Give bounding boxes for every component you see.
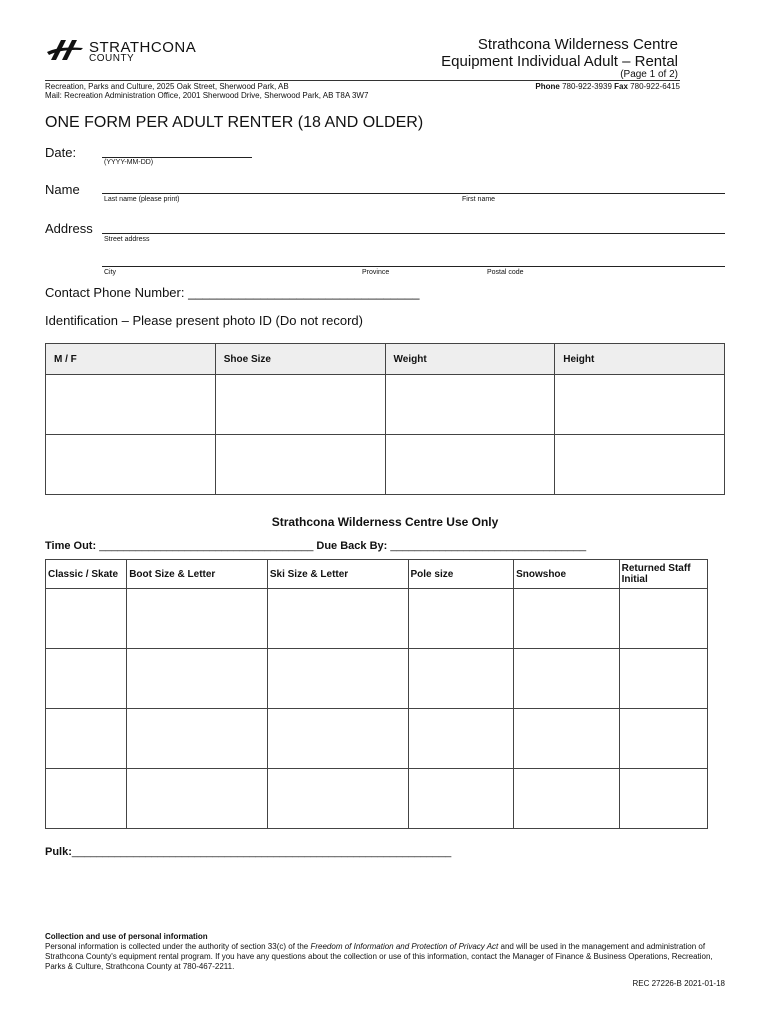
street-address-field[interactable]: [102, 233, 725, 234]
cell-height[interactable]: [555, 375, 725, 435]
table-header-row: [46, 344, 725, 375]
cell-height[interactable]: [555, 435, 725, 495]
table-row: [46, 435, 725, 495]
table-header-row: [46, 560, 708, 589]
cell-snowshoe[interactable]: [514, 709, 620, 769]
logo-text-top: STRATHCONA: [89, 39, 197, 56]
cell-pole-size[interactable]: [408, 769, 514, 829]
cell-pole-size[interactable]: [408, 589, 514, 649]
province-hint: Province: [362, 269, 390, 276]
cell-snowshoe[interactable]: [514, 589, 620, 649]
staff-use-only-title: Strathcona Wilderness Centre Use Only: [271, 515, 499, 529]
cell-classic-skate[interactable]: [46, 769, 127, 829]
pulk-row: [45, 846, 451, 858]
pulk-label: Pulk:: [45, 846, 72, 858]
privacy-text-before: Personal information is collected under the authority of section 33(c) of the: [45, 942, 311, 951]
cell-boot-size[interactable]: [127, 709, 268, 769]
cell-boot-size[interactable]: [127, 589, 268, 649]
city-province-postal-field[interactable]: [102, 266, 725, 267]
cell-staff-initial[interactable]: [619, 589, 707, 649]
cell-snowshoe[interactable]: [514, 649, 620, 709]
time-out-label: Time Out:: [45, 540, 97, 552]
privacy-title: Collection and use of personal information: [45, 932, 208, 941]
cell-boot-size[interactable]: [127, 769, 268, 829]
strathcona-logo-icon: [45, 38, 85, 62]
header-divider: [45, 80, 680, 81]
table-row: [46, 769, 708, 829]
contact-phone-row: [45, 285, 419, 300]
col-classic-skate: Classic / Skate: [46, 560, 127, 589]
fax-label: Fax: [614, 82, 628, 91]
col-shoe-size: Shoe Size: [215, 344, 385, 375]
last-name-hint: Last name (please print): [104, 196, 180, 203]
city-hint: City: [104, 269, 117, 276]
first-name-hint: First name: [462, 196, 496, 203]
cell-shoe-size[interactable]: [215, 375, 385, 435]
form-reference-number: REC 27226-B 2021-01-18: [632, 979, 725, 988]
cell-ski-size[interactable]: [267, 709, 408, 769]
col-weight: Weight: [385, 344, 555, 375]
address-line1: Recreation, Parks and Culture, 2025 Oak Street, Sherwood Park, AB: [45, 82, 289, 91]
col-returned-staff-initial: Returned Staff Initial: [619, 560, 707, 589]
col-snowshoe: Snowshoe: [514, 560, 620, 589]
address-line2: Mail: Recreation Administration Office, 2001 Sherwood Drive, Sherwood Park, AB T8A 3W7: [45, 91, 369, 100]
cell-classic-skate[interactable]: [46, 709, 127, 769]
contact-phone-label: Contact Phone Number:: [45, 285, 185, 300]
phone-label: Phone: [535, 82, 560, 91]
table-row: [46, 375, 725, 435]
cell-pole-size[interactable]: [408, 709, 514, 769]
cell-classic-skate[interactable]: [46, 589, 127, 649]
form-title-line2: Equipment Individual Adult – Rental: [441, 53, 678, 70]
cell-staff-initial[interactable]: [619, 769, 707, 829]
contact-numbers: [535, 82, 680, 91]
col-height: Height: [555, 344, 725, 375]
privacy-notice: [45, 932, 725, 972]
date-hint: (YYYY-MM-DD): [104, 159, 154, 166]
due-back-field[interactable]: ________________________________: [390, 540, 587, 552]
cell-shoe-size[interactable]: [215, 435, 385, 495]
col-ski-size: Ski Size & Letter: [267, 560, 408, 589]
identification-note: Identification – Please present photo ID (Do not record): [45, 313, 363, 328]
cell-ski-size[interactable]: [267, 589, 408, 649]
cell-snowshoe[interactable]: [514, 769, 620, 829]
form-heading: ONE FORM PER ADULT RENTER (18 AND OLDER): [45, 114, 424, 131]
page-number: (Page 1 of 2): [620, 69, 678, 80]
cell-ski-size[interactable]: [267, 769, 408, 829]
cell-ski-size[interactable]: [267, 649, 408, 709]
table-row: [46, 589, 708, 649]
cell-staff-initial[interactable]: [619, 709, 707, 769]
cell-pole-size[interactable]: [408, 649, 514, 709]
date-label: Date:: [45, 145, 77, 160]
postal-code-hint: Postal code: [487, 269, 524, 276]
address-label: Address: [45, 221, 93, 236]
renter-details-table: [45, 343, 725, 495]
col-boot-size: Boot Size & Letter: [127, 560, 268, 589]
privacy-act-name: Freedom of Information and Protection of Privacy Act: [310, 942, 499, 951]
cell-classic-skate[interactable]: [46, 649, 127, 709]
table-row: [46, 709, 708, 769]
street-address-hint: Street address: [104, 236, 150, 243]
cell-staff-initial[interactable]: [619, 649, 707, 709]
cell-gender[interactable]: [46, 375, 216, 435]
cell-weight[interactable]: [385, 435, 555, 495]
table-row: [46, 649, 708, 709]
pulk-field[interactable]: ______________________________________________________________: [71, 846, 452, 858]
phone-number: 780-922-3939: [562, 82, 612, 91]
due-back-label: Due Back By:: [316, 540, 388, 552]
privacy-text-after: and will be used in the management and administration of Strathcona County's equipment rental program. If you have any questions about the collection or use of this information, contact the Manager of Finance & Business Operations, Recreation, Parks & Culture, Strathcona County at 780-467-2211.: [45, 942, 713, 971]
cell-weight[interactable]: [385, 375, 555, 435]
col-gender: M / F: [46, 344, 216, 375]
form-title-line1: Strathcona Wilderness Centre: [477, 36, 678, 53]
date-field[interactable]: [102, 157, 252, 158]
logo-text-bottom: COUNTY: [89, 53, 135, 64]
name-label: Name: [45, 182, 80, 197]
equipment-table: [45, 559, 708, 829]
cell-boot-size[interactable]: [127, 649, 268, 709]
name-field[interactable]: [102, 193, 725, 194]
strathcona-county-logo: [45, 38, 215, 64]
time-out-field[interactable]: ___________________________________: [99, 540, 314, 552]
fax-number: 780-922-6415: [630, 82, 680, 91]
cell-gender[interactable]: [46, 435, 216, 495]
contact-phone-field[interactable]: ________________________________: [188, 285, 420, 300]
time-out-row: [45, 540, 586, 552]
col-pole-size: Pole size: [408, 560, 514, 589]
